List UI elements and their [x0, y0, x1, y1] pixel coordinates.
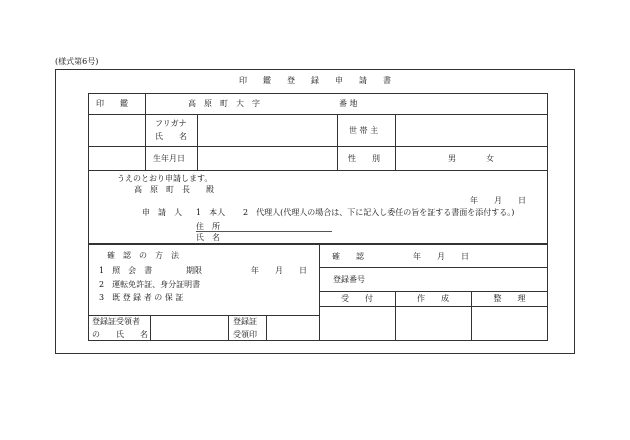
divider	[88, 315, 319, 316]
divider	[228, 315, 229, 341]
furigana-label: フリガナ	[155, 119, 187, 128]
recipient-label-line1: 登録証受領者	[92, 317, 140, 326]
divider	[88, 170, 548, 171]
certificate-label-line1: 登録証	[233, 317, 257, 326]
recipient-label-line2: の 氏 名	[92, 330, 148, 339]
divider	[88, 146, 548, 147]
divider	[319, 267, 548, 268]
application-statement: うえのとおり申請します。	[117, 174, 213, 183]
divider	[395, 114, 396, 170]
male-option: 男	[448, 154, 456, 163]
proxy-name-label: 氏 名	[196, 233, 220, 242]
divider	[197, 114, 198, 170]
inquiry-deadline-date: 年 月 日	[251, 266, 307, 275]
female-option: 女	[486, 154, 494, 163]
proxy-address-label: 住 所	[196, 222, 220, 231]
proxy-address-underline	[196, 231, 332, 232]
seal-label: 印 鑑	[96, 99, 128, 108]
divider	[337, 114, 338, 170]
confirmation-item-inquiry: 1 照 会 書	[99, 266, 153, 275]
lot-number-label: 番 地	[339, 99, 358, 108]
confirmation-method-title: 確 認 の 方 法	[107, 251, 179, 260]
birthdate-label: 生年月日	[153, 154, 185, 163]
sex-label: 性 別	[348, 154, 380, 163]
form-title: 印 鑑 登 録 申 請 書	[239, 76, 391, 85]
applicant-label: 申 請 人	[142, 208, 182, 217]
application-date: 年 月 日	[470, 196, 526, 205]
divider	[150, 315, 151, 341]
divider	[319, 244, 320, 341]
addressee: 高 原 町 長 殿	[134, 185, 214, 194]
registration-number-label: 登録番号	[333, 275, 365, 284]
inquiry-deadline-label: 期限	[186, 266, 202, 275]
confirmation-item-guarantor: 3 既 登 録 者 の 保 証	[99, 293, 184, 302]
confirm-label: 確 認	[332, 252, 364, 261]
confirmation-item-id: 2 運転免許証、身分証明書	[99, 280, 201, 289]
column-arrange: 整 理	[493, 294, 526, 303]
divider	[266, 315, 267, 341]
divider	[88, 114, 548, 115]
applicant-option-self: 1 本人	[196, 208, 226, 217]
column-receipt: 受 付	[341, 294, 373, 303]
applicant-option-proxy: 2 代理人(代理人の場合は、下に記入し委任の旨を証する書面を添付する。)	[243, 208, 515, 217]
name-label: 氏 名	[155, 132, 187, 141]
address-prefix: 高 原 町 大 字	[188, 99, 260, 108]
divider	[319, 291, 548, 292]
divider	[145, 93, 146, 170]
column-create: 作 成	[417, 294, 449, 303]
main-table-frame	[88, 93, 548, 244]
household-head-label: 世 帯 主	[349, 126, 379, 135]
confirm-date: 年 月 日	[413, 252, 469, 261]
certificate-label-line2: 受領印	[233, 330, 257, 339]
form-number: (様式第6号)	[55, 57, 99, 66]
divider	[319, 306, 548, 307]
